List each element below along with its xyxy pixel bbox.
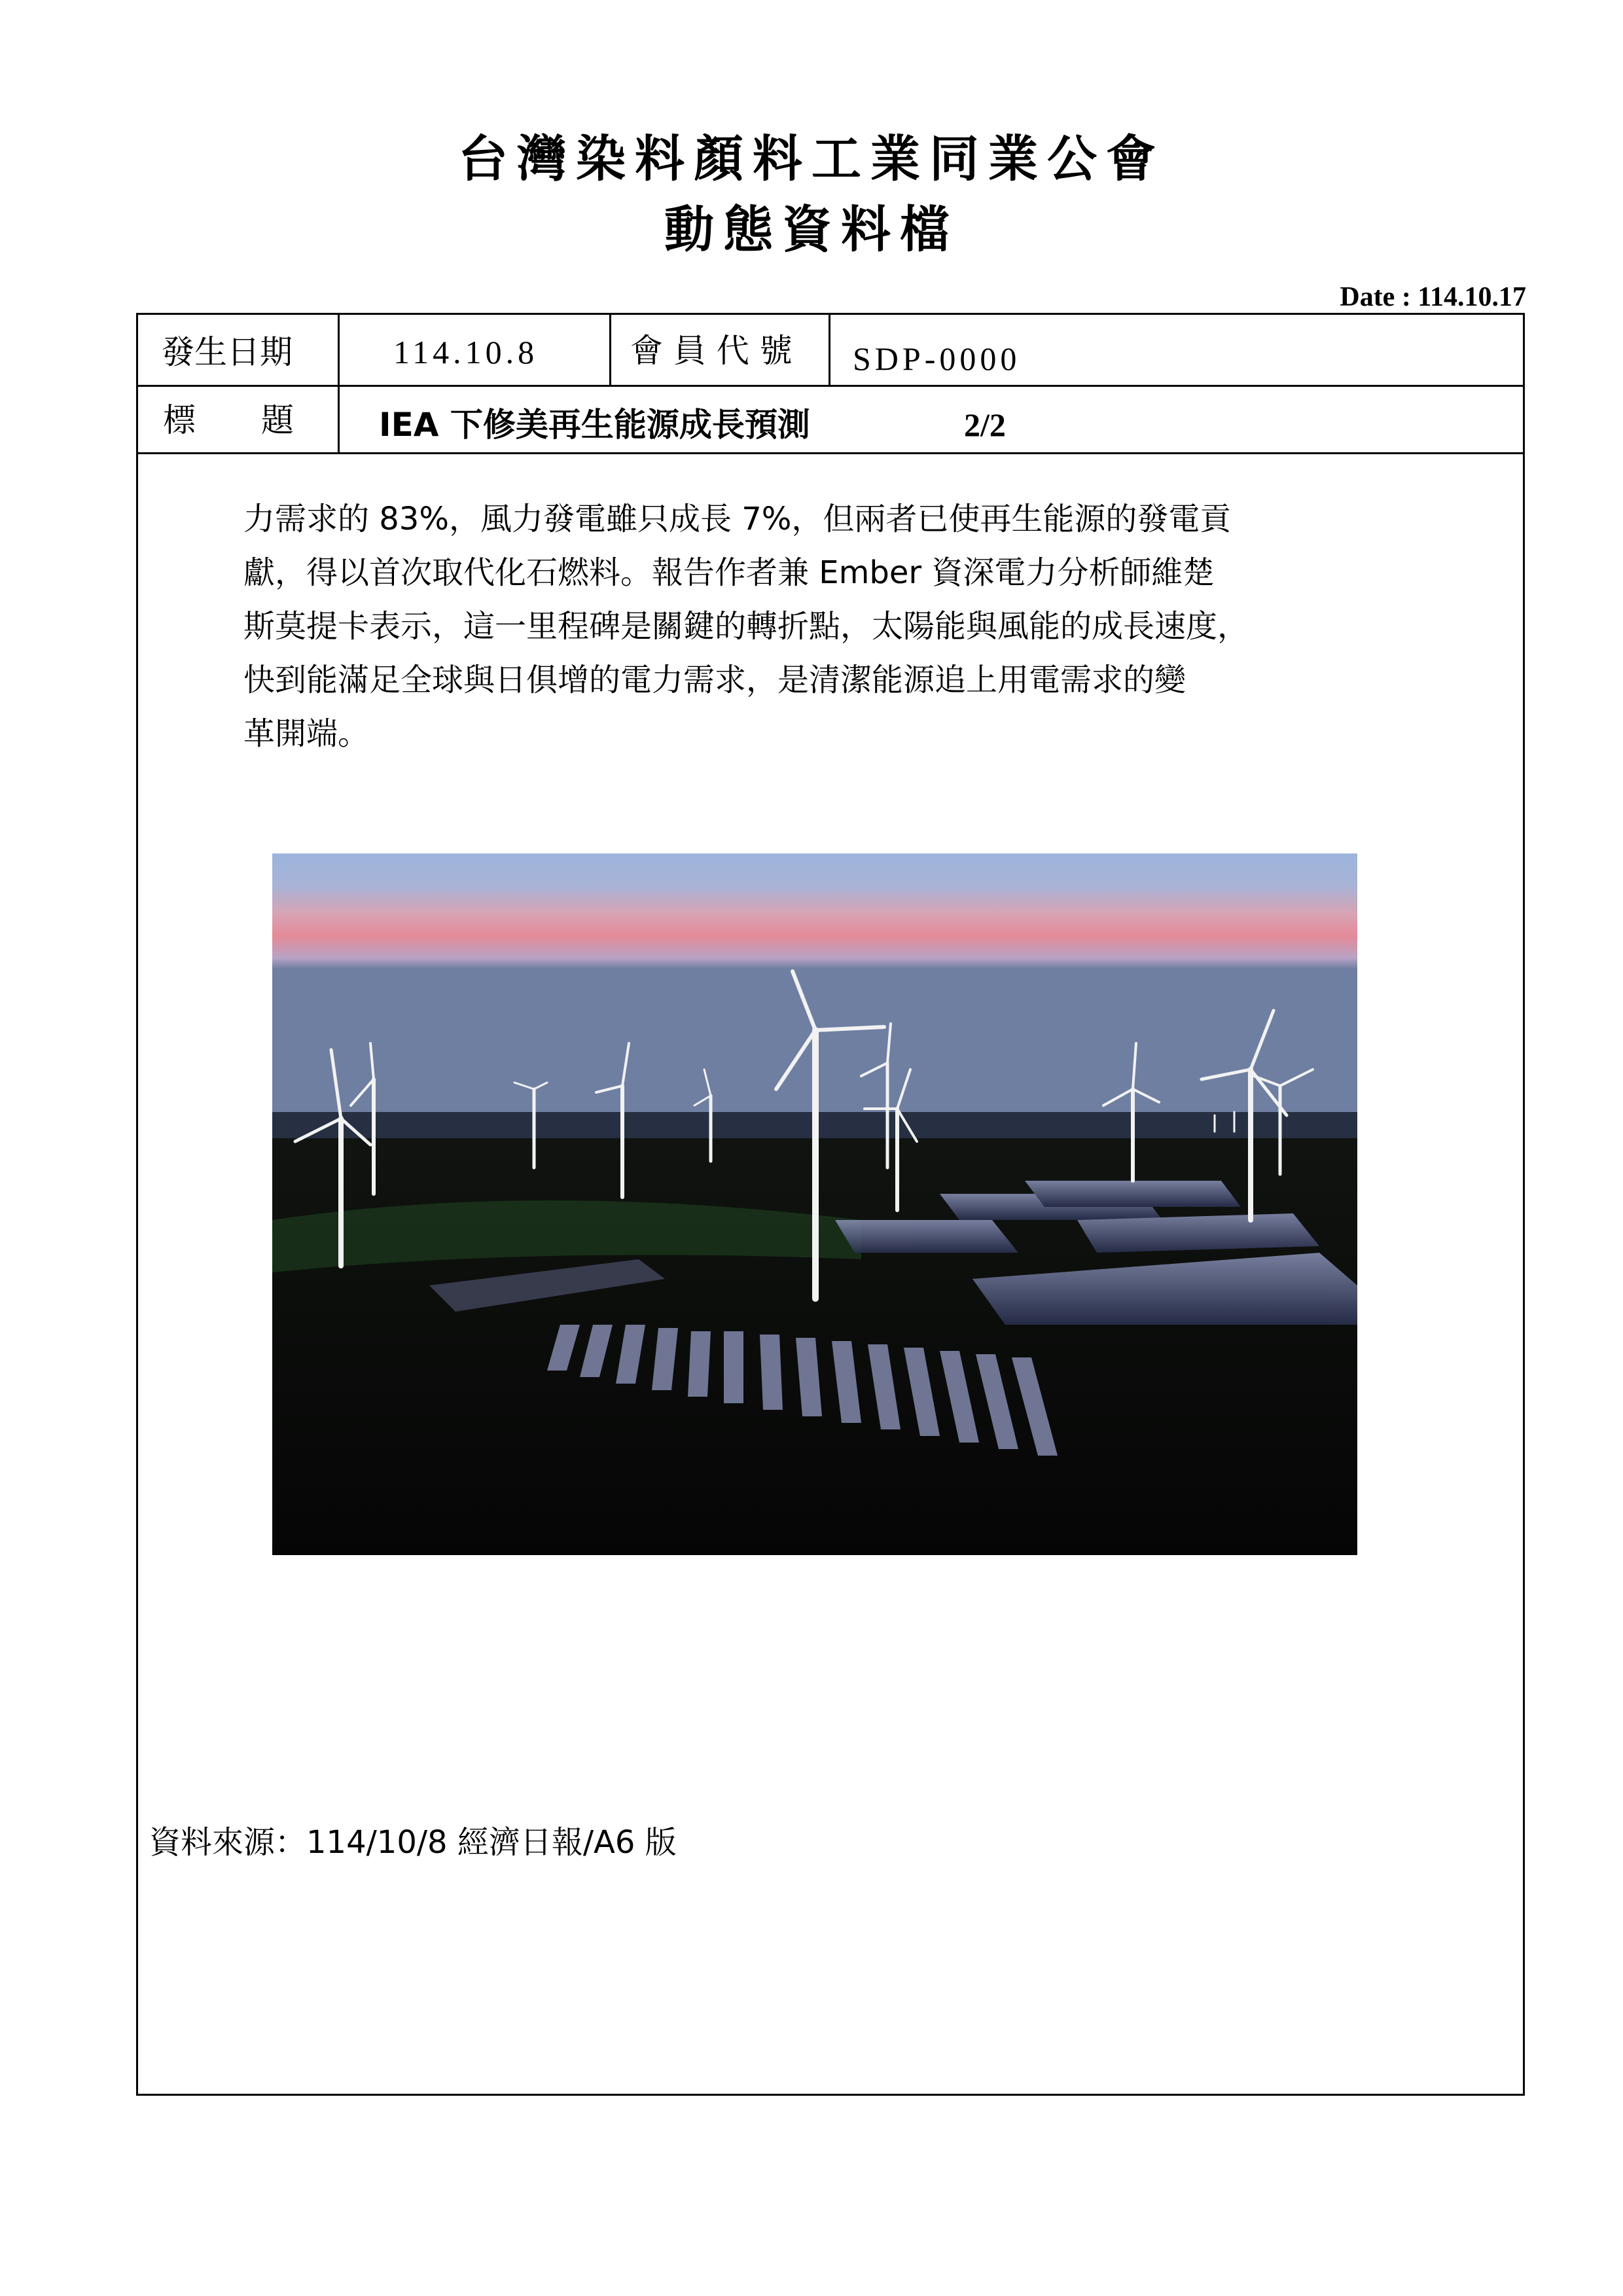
article-body: 力需求的 83%，風力發電雖只成長 7%，但兩者已使再生能源的發電貢 獻，得以首次取代化石燃料。報告作者兼 Ember 資深電力分析師維楚 斯莫提卡表示，這一里程碑是關鍵的轉折點，太陽能與風能的成長速度， 快到能滿足全球與日俱增的電力需求，是清潔能源追上用電需求的變 革開端。 — [243, 501, 1249, 752]
source-citation: 資料來源：114/10/8 經濟日報/A6 版 — [149, 1824, 677, 1861]
doc-title: 動態資料檔 — [664, 200, 959, 259]
occur-date-label: 發生日期 — [162, 333, 293, 371]
org-title: 台灣染料顏料工業同業公會 — [458, 130, 1165, 188]
member-code-label: 會 員 代 號 — [630, 332, 793, 370]
page-marker: 2/2 — [964, 406, 1006, 443]
subject-value: IEA 下修美再生能源成長預測 — [379, 406, 810, 444]
code-column-divider — [829, 315, 830, 385]
wind-solar-farm-photo — [272, 853, 1357, 1555]
label-column-divider — [338, 315, 340, 452]
form-row-divider — [138, 385, 1523, 387]
occur-date-value: 114.10.8 — [393, 334, 539, 370]
subject-label: 標 題 — [163, 401, 294, 439]
member-code-value: SDP-0000 — [853, 340, 1021, 377]
document-date: Date : 114.10.17 — [1340, 282, 1526, 312]
form-header-divider — [138, 452, 1523, 454]
date-column-divider — [609, 315, 611, 385]
